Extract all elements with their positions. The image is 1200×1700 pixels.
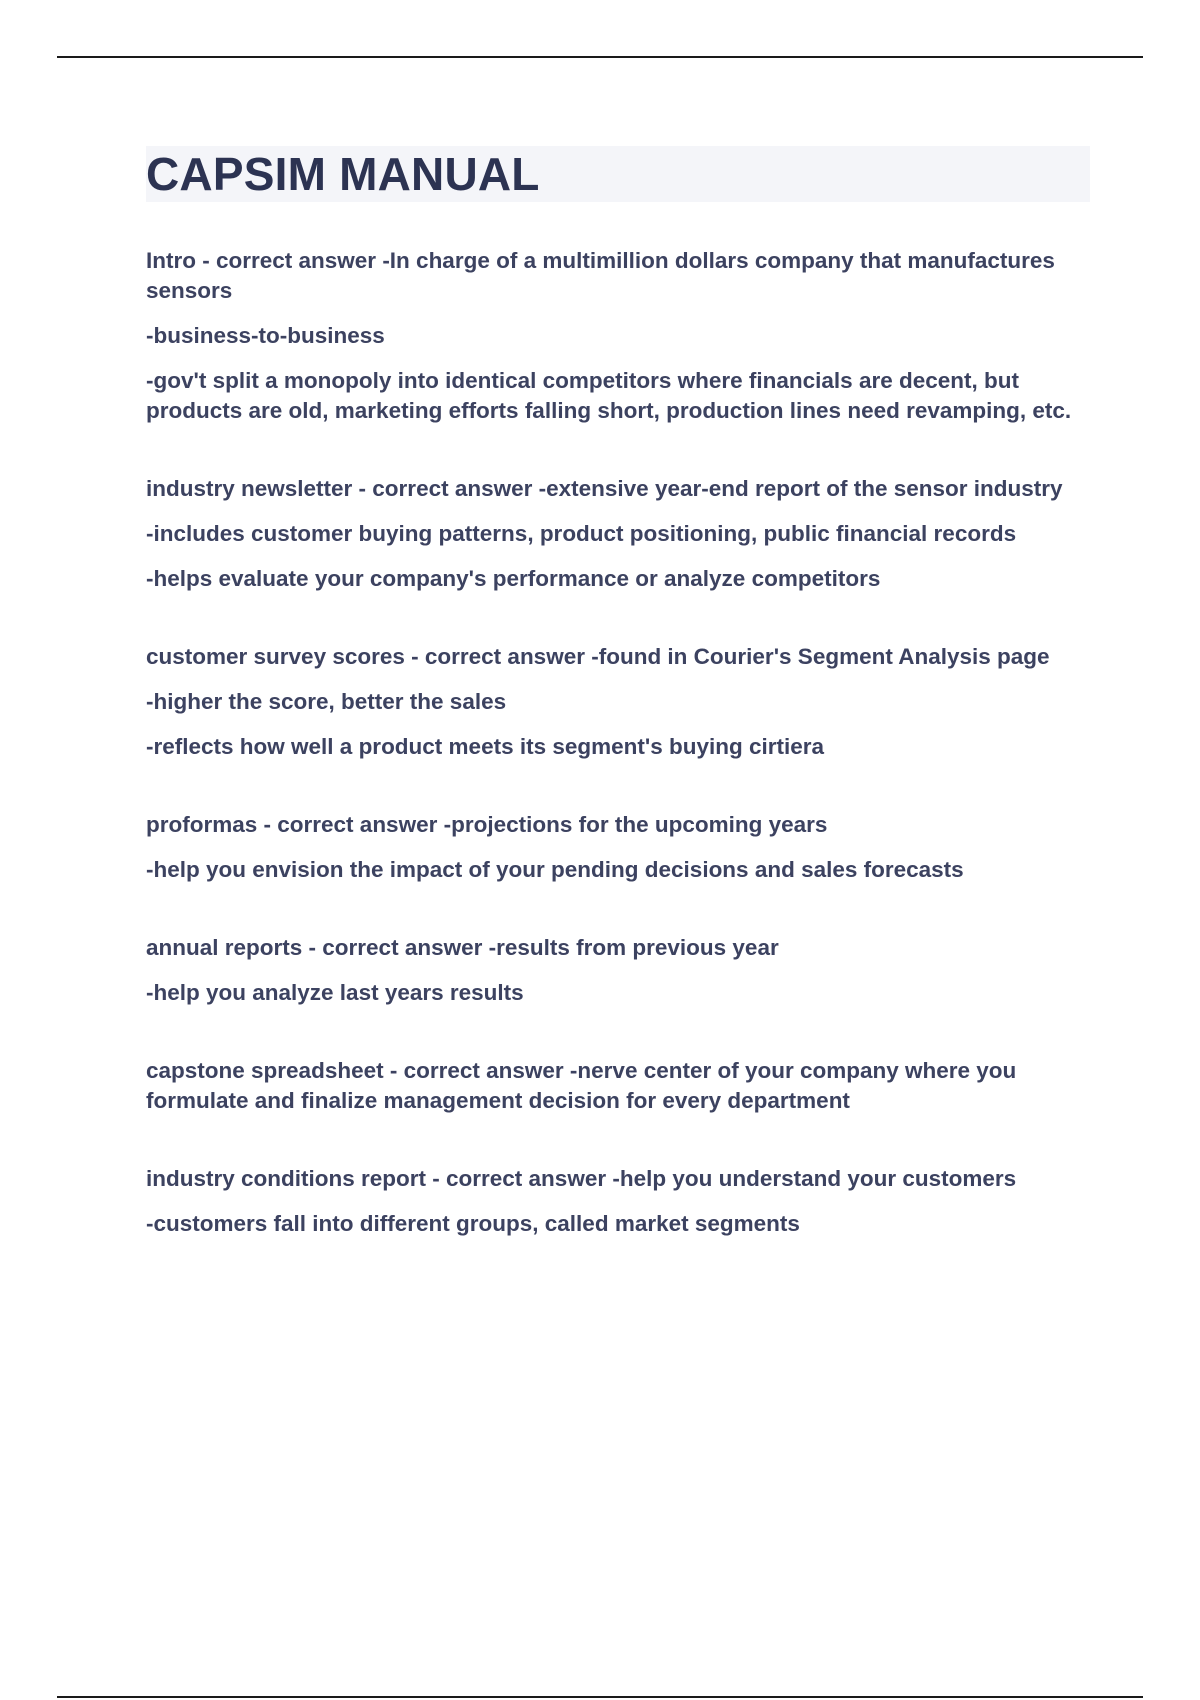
- entry-capstone-spreadsheet: [146, 1056, 1096, 1116]
- entry-proformas: [146, 810, 1096, 885]
- entry-line: Intro - correct answer -In charge of a multimillion dollars company that manufactures sensors: [146, 248, 1055, 303]
- entry-line: -business-to-business: [146, 323, 385, 348]
- entry-line: -gov't split a monopoly into identical competitors where financials are decent, but products are old, marketing efforts falling short, production lines need revamping, etc.: [146, 368, 1072, 423]
- entry-line: annual reports - correct answer -results from previous year: [146, 935, 779, 960]
- bottom-divider: [57, 1696, 1143, 1698]
- entry-annual-reports: [146, 933, 1096, 1008]
- entry-line: -help you envision the impact of your pending decisions and sales forecasts: [146, 857, 964, 882]
- entry-line: -helps evaluate your company's performance or analyze competitors: [146, 566, 881, 591]
- document-body: [146, 246, 1096, 1287]
- entry-line: capstone spreadsheet - correct answer -nerve center of your company where you formulate and finalize management decision for every department: [146, 1058, 1017, 1113]
- entry-line: -includes customer buying patterns, product positioning, public financial records: [146, 521, 1017, 546]
- entry-customer-survey-scores: [146, 642, 1096, 762]
- entry-line: industry conditions report - correct answer -help you understand your customers: [146, 1166, 1017, 1191]
- entry-line: customer survey scores - correct answer -found in Courier's Segment Analysis page: [146, 644, 1050, 669]
- entry-line: proformas - correct answer -projections for the upcoming years: [146, 812, 828, 837]
- top-divider: [57, 56, 1143, 58]
- entry-intro: [146, 246, 1096, 426]
- entry-line: -higher the score, better the sales: [146, 689, 507, 714]
- page-title: CAPSIM MANUAL: [146, 148, 540, 200]
- entry-industry-newsletter: [146, 474, 1096, 594]
- entry-line: -reflects how well a product meets its segment's buying cirtiera: [146, 734, 825, 759]
- entry-line: industry newsletter - correct answer -extensive year-end report of the sensor industry: [146, 476, 1063, 501]
- entry-line: -help you analyze last years results: [146, 980, 524, 1005]
- entry-line: -customers fall into different groups, called market segments: [146, 1211, 800, 1236]
- entry-industry-conditions-report: [146, 1164, 1096, 1239]
